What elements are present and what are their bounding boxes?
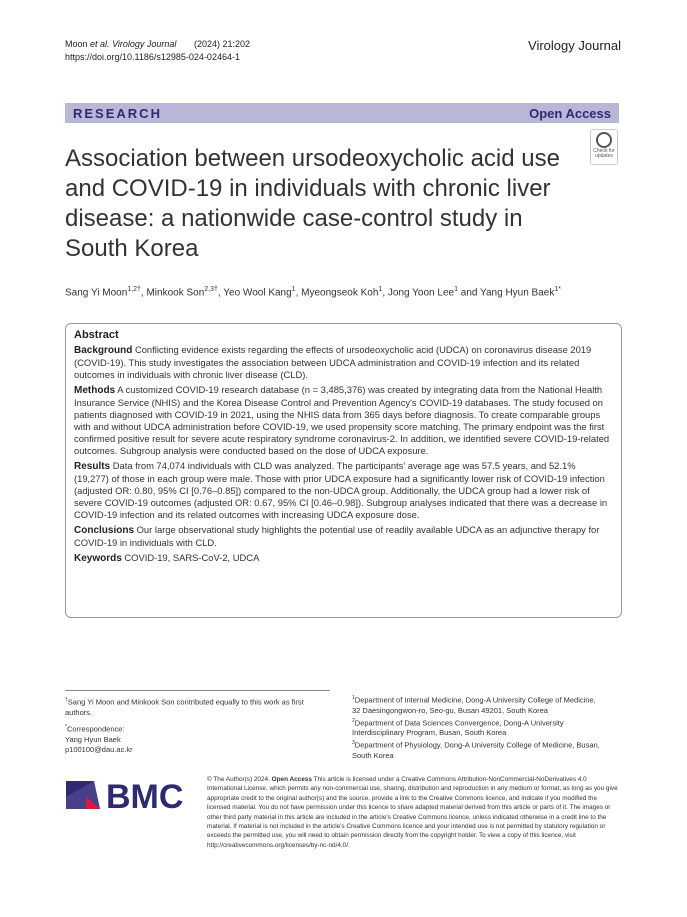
author-name[interactable]: Yang Hyun Baek xyxy=(480,287,555,299)
abstract-section-text: Conflicting evidence exists regarding the effects of ursodeoxycholic acid (UDCA) on coronavirus disease 2019 (COVID-19). This study investigates the association between UDCA administration and COVID-19 infection and its related outcomes in individuals with chronic liver disease (CLD). xyxy=(74,344,592,380)
bmc-logo-text: BMC xyxy=(106,778,184,815)
update-circle-icon xyxy=(596,132,612,148)
correspondence-block xyxy=(65,722,315,755)
journal-name: Virology Journal xyxy=(528,38,621,53)
correspondence-label: Correspondence: xyxy=(66,724,125,734)
affiliation-number: 1 xyxy=(352,695,355,701)
author-separator: , xyxy=(295,287,302,299)
author-affiliation-sup: 1 xyxy=(291,286,296,293)
license-body: This article is licensed under a Creative Commons Attribution-NonCommercial-NoDerivatives 4.0 International License, which permits any non-commercial use, sharing, distribution and reproduction in any medium or format, as long as you give appropriate credit to the original author(s) and the source, provide a link to the Creative Commons licence, and indicate if you modified the licensed material. You do not have permission under this licence to share adapted material derived from this article or parts of it. The images or other third party material in this article are included in the article's Creative Commons licence, unless indicated otherwise in a credit line to the material. If material is not included in the article's Creative Commons licence and your intended use is not permitted by statutory regulation or exceeds the permitted use, you will need to obtain permission directly from the copyright holder. To view a copy of this licence, visit xyxy=(207,776,618,840)
equal-contribution-text: Sang Yi Moon and Minkook Son contributed equally to this work as first authors. xyxy=(65,697,304,717)
abstract-section-conclusions xyxy=(74,524,613,549)
abstract-section-label: Background xyxy=(74,345,133,356)
abstract-section-label: Keywords xyxy=(74,553,122,564)
affiliation-number: 3 xyxy=(352,740,355,746)
affiliation-text: Department of Physiology, Dong-A University College of Medicine, Busan, South Korea xyxy=(352,740,600,760)
author-affiliation-sup: 1* xyxy=(554,286,561,293)
equal-contribution-note xyxy=(65,695,315,718)
correspondence-name: Yang Hyun Baek xyxy=(65,734,121,744)
citation-journal: Virology Journal xyxy=(112,39,177,49)
abstract-section-methods xyxy=(74,384,613,457)
check-for-updates-button[interactable] xyxy=(590,129,618,165)
citation-year: (2024) 21:202 xyxy=(193,39,250,49)
abstract-box xyxy=(65,323,622,618)
author-name[interactable]: Yeo Wool Kang xyxy=(223,287,292,299)
abstract-section-results xyxy=(74,460,613,521)
citation-header xyxy=(65,38,250,64)
affiliation-item xyxy=(352,738,602,761)
license-copyright: © The Author(s) 2024. xyxy=(207,776,270,783)
dagger-mark: † xyxy=(65,697,68,703)
affiliations-list xyxy=(352,693,602,761)
author-affiliation-sup: 1 xyxy=(378,286,383,293)
bmc-logo xyxy=(66,775,196,815)
asterisk-mark: * xyxy=(65,724,67,730)
affiliation-item xyxy=(352,716,602,739)
author-separator: and xyxy=(457,287,481,299)
author-affiliation-sup: 2,3† xyxy=(204,286,218,293)
article-type-banner xyxy=(65,103,619,123)
citation-authors: Moon xyxy=(65,39,88,49)
abstract-section-text: A customized COVID-19 research database (n = 3,485,376) was created by integrating data from the National Health Insurance Service (NHIS) and the Korea Disease Control and Prevention Agency's COVID-19 databases. The study focused on patients diagnosed with COVID-19 in 2021, using the NHIS data from 365 days before diagnosis. To create comparable groups with and without UDCA administration before COVID-19, we used propensity score matching. The primary endpoint was the first confirmed positive result for severe acute respiratory syndrome coronavirus-2. In addition, we identified severe COVID-19-related outcomes. Subgroup analysis were conducted based on the dose of UDCA exposure. xyxy=(74,384,610,456)
check-updates-line1: Check for xyxy=(593,148,615,154)
author-separator: , xyxy=(382,287,388,299)
abstract-section-text: COVID-19, SARS-CoV-2, UDCA xyxy=(124,552,260,563)
author-affiliation-sup: 1,2† xyxy=(127,286,141,293)
affiliation-number: 2 xyxy=(352,717,355,724)
abstract-sections xyxy=(74,344,613,565)
affiliation-text: Department of Internal Medicine, Dong-A University College of Medicine, 32 Daesingongwon-ro, Seo-gu, Busan 49201, South Korea xyxy=(352,695,596,715)
doi-link[interactable]: https://doi.org/10.1186/s12985-024-02464-1 xyxy=(65,52,240,62)
citation-etal: et al. xyxy=(90,39,110,49)
check-updates-line2: updates xyxy=(595,153,613,159)
research-label: RESEARCH xyxy=(73,105,162,121)
affiliation-text: Department of Data Sciences Convergence, Dong-A University Interdisciplinary Program, Busan, South Korea xyxy=(352,718,564,737)
footnote-divider xyxy=(65,690,330,691)
author-separator: , xyxy=(140,287,147,299)
abstract-heading: Abstract xyxy=(74,329,119,341)
author-name[interactable]: Sang Yi Moon xyxy=(65,287,128,299)
article-title: Association between ursodeoxycholic acid use and COVID-19 in individuals with chronic liver disease: a nationwide case-control study in South Korea xyxy=(65,145,560,262)
abstract-section-label: Results xyxy=(74,461,111,472)
abstract-section-keywords xyxy=(74,552,613,565)
abstract-section-label: Conclusions xyxy=(74,525,135,536)
affiliation-item xyxy=(352,693,602,716)
open-access-label: Open Access xyxy=(529,105,611,121)
abstract-section-text: Data from 74,074 individuals with CLD was analyzed. The participants' average age was 57.5 years, and 52.1% (19,277) of those in each group were male. Those with prior UDCA exposure had a significantly lower risk of COVID-19 infection (adjusted OR: 0.80, 95% CI [0.76–0.85]) compared to the non-UDCA group. Additionally, the UDCA group had a lower risk of severe COVID-19 outcomes (adjusted OR: 0.67, 95% CI [0.46–0.98]). Subgroup analyses indicated that there was a decrease in COVID-19 infection and its related outcomes with increasing UDCA exposure dose. xyxy=(74,460,608,520)
correspondence-email[interactable]: p100100@dau.ac.kr xyxy=(65,744,133,754)
abstract-section-background xyxy=(74,344,613,381)
license-text xyxy=(207,775,622,850)
author-name[interactable]: Myeongseok Koh xyxy=(301,287,379,299)
license-open-access: Open Access xyxy=(271,776,312,783)
author-affiliation-sup: 1 xyxy=(454,286,458,293)
abstract-section-label: Methods xyxy=(74,385,116,396)
author-separator: , xyxy=(217,287,224,299)
author-name[interactable]: Jong Yoon Lee xyxy=(387,287,455,299)
abstract-section-text: Our large observational study highlights the potential use of readily available UDCA as an adjunctive therapy for COVID-19 in individuals with CLD. xyxy=(74,524,600,548)
author-name[interactable]: Minkook Son xyxy=(146,287,205,299)
author-list xyxy=(65,283,625,300)
license-link[interactable]: http://creativecommons.org/licenses/by-nc-nd/4.0/. xyxy=(207,841,350,849)
